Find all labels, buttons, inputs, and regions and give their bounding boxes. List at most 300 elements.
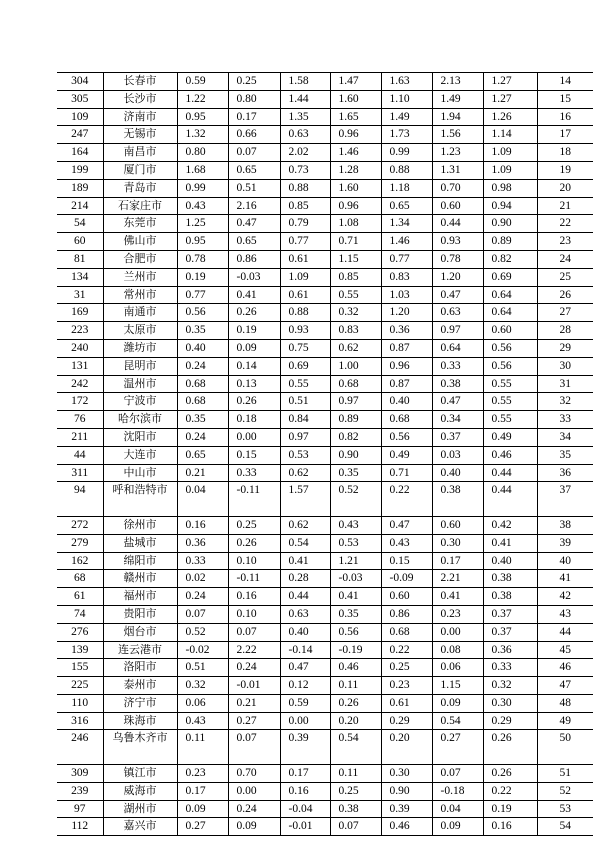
value-cell: 0.20 xyxy=(330,712,381,730)
rank-cell: 32 xyxy=(537,393,593,411)
table-row xyxy=(57,197,593,215)
value-cell: 0.17 xyxy=(228,108,280,126)
value-cell: 0.56 xyxy=(483,339,537,357)
value-cell: 0.36 xyxy=(483,641,537,659)
city-name-cell: 东莞市 xyxy=(103,215,177,233)
value-cell: 0.20 xyxy=(381,730,432,765)
value-cell: 0.55 xyxy=(483,393,537,411)
rank-cell: 31 xyxy=(537,375,593,393)
table-row xyxy=(57,588,593,606)
value-cell: 0.97 xyxy=(330,393,381,411)
value-cell: 0.56 xyxy=(483,357,537,375)
value-cell: 0.85 xyxy=(330,268,381,286)
value-cell: 2.22 xyxy=(228,641,280,659)
row-id-cell: 214 xyxy=(57,197,103,215)
row-id-cell: 169 xyxy=(57,304,103,322)
value-cell: 0.07 xyxy=(228,730,280,765)
rank-cell: 47 xyxy=(537,677,593,695)
value-cell: 0.47 xyxy=(228,215,280,233)
value-cell: 0.87 xyxy=(381,375,432,393)
row-id-cell: 247 xyxy=(57,126,103,144)
table-row xyxy=(57,534,593,552)
rank-cell: 24 xyxy=(537,250,593,268)
rank-cell: 30 xyxy=(537,357,593,375)
value-cell: 0.07 xyxy=(330,818,381,836)
value-cell: 0.26 xyxy=(228,393,280,411)
value-cell: 0.64 xyxy=(432,339,483,357)
value-cell: -0.11 xyxy=(228,570,280,588)
rank-cell: 28 xyxy=(537,322,593,340)
city-name-cell: 洛阳市 xyxy=(103,659,177,677)
row-id-cell: 81 xyxy=(57,250,103,268)
value-cell: 1.26 xyxy=(483,108,537,126)
rank-cell: 21 xyxy=(537,197,593,215)
value-cell: 1.15 xyxy=(432,677,483,695)
row-id-cell: 31 xyxy=(57,286,103,304)
row-id-cell: 68 xyxy=(57,570,103,588)
value-cell: 0.04 xyxy=(432,800,483,818)
row-id-cell: 110 xyxy=(57,694,103,712)
city-name-cell: 合肥市 xyxy=(103,250,177,268)
row-id-cell: 311 xyxy=(57,464,103,482)
value-cell: 1.23 xyxy=(432,144,483,162)
value-cell: 0.24 xyxy=(177,357,228,375)
value-cell: 0.23 xyxy=(381,677,432,695)
value-cell: 0.49 xyxy=(483,428,537,446)
city-name-cell: 太原市 xyxy=(103,322,177,340)
city-name-cell: 福州市 xyxy=(103,588,177,606)
row-id-cell: 60 xyxy=(57,233,103,251)
rank-cell: 35 xyxy=(537,446,593,464)
value-cell: 0.30 xyxy=(432,534,483,552)
table-row xyxy=(57,800,593,818)
value-cell: 0.38 xyxy=(432,375,483,393)
value-cell: 0.85 xyxy=(280,197,330,215)
value-cell: 0.19 xyxy=(228,322,280,340)
value-cell: 0.06 xyxy=(177,694,228,712)
value-cell: 0.22 xyxy=(381,641,432,659)
value-cell: 0.09 xyxy=(228,339,280,357)
rank-cell: 14 xyxy=(537,73,593,91)
value-cell: 0.21 xyxy=(228,694,280,712)
city-index-table xyxy=(57,72,593,836)
value-cell: -0.01 xyxy=(280,818,330,836)
table-body xyxy=(57,73,593,836)
value-cell: 0.41 xyxy=(280,552,330,570)
city-name-cell: 烟台市 xyxy=(103,623,177,641)
value-cell: 0.16 xyxy=(177,516,228,534)
row-id-cell: 97 xyxy=(57,800,103,818)
value-cell: 0.69 xyxy=(483,268,537,286)
value-cell: 0.71 xyxy=(381,464,432,482)
value-cell: 0.26 xyxy=(483,730,537,765)
value-cell: 0.32 xyxy=(483,677,537,695)
value-cell: 0.18 xyxy=(228,411,280,429)
value-cell: 0.27 xyxy=(177,818,228,836)
value-cell: 0.53 xyxy=(330,534,381,552)
value-cell: 1.27 xyxy=(483,73,537,91)
value-cell: 0.70 xyxy=(228,765,280,783)
value-cell: 1.00 xyxy=(330,357,381,375)
city-name-cell: 湖州市 xyxy=(103,800,177,818)
value-cell: 0.43 xyxy=(177,712,228,730)
city-name-cell: 济宁市 xyxy=(103,694,177,712)
value-cell: 0.47 xyxy=(432,286,483,304)
city-name-cell: 厦门市 xyxy=(103,161,177,179)
value-cell: 0.36 xyxy=(381,322,432,340)
value-cell: 0.88 xyxy=(381,161,432,179)
value-cell: 0.60 xyxy=(381,588,432,606)
value-cell: 1.49 xyxy=(381,108,432,126)
rank-cell: 44 xyxy=(537,623,593,641)
city-name-cell: 镇江市 xyxy=(103,765,177,783)
value-cell: 0.35 xyxy=(330,605,381,623)
value-cell: 0.32 xyxy=(177,677,228,695)
city-name-cell: 嘉兴市 xyxy=(103,818,177,836)
value-cell: 0.86 xyxy=(228,250,280,268)
value-cell: 0.93 xyxy=(432,233,483,251)
value-cell: 0.07 xyxy=(432,765,483,783)
city-name-cell: 威海市 xyxy=(103,782,177,800)
value-cell: 2.13 xyxy=(432,73,483,91)
value-cell: 0.54 xyxy=(432,712,483,730)
value-cell: 0.08 xyxy=(432,641,483,659)
table-row xyxy=(57,482,593,517)
value-cell: 0.65 xyxy=(228,233,280,251)
value-cell: 0.54 xyxy=(330,730,381,765)
value-cell: 1.94 xyxy=(432,108,483,126)
document-page xyxy=(57,72,571,836)
value-cell: 0.10 xyxy=(228,605,280,623)
value-cell: 0.37 xyxy=(483,605,537,623)
table-row xyxy=(57,161,593,179)
value-cell: 0.32 xyxy=(330,304,381,322)
value-cell: 0.71 xyxy=(330,233,381,251)
value-cell: 1.46 xyxy=(330,144,381,162)
value-cell: 0.60 xyxy=(483,322,537,340)
value-cell: 0.46 xyxy=(330,659,381,677)
row-id-cell: 164 xyxy=(57,144,103,162)
value-cell: 1.47 xyxy=(330,73,381,91)
table-row xyxy=(57,322,593,340)
row-id-cell: 74 xyxy=(57,605,103,623)
value-cell: 0.99 xyxy=(381,144,432,162)
value-cell: 0.42 xyxy=(483,516,537,534)
rank-cell: 29 xyxy=(537,339,593,357)
city-name-cell: 绵阳市 xyxy=(103,552,177,570)
value-cell: 0.55 xyxy=(483,375,537,393)
rank-cell: 25 xyxy=(537,268,593,286)
row-id-cell: 240 xyxy=(57,339,103,357)
value-cell: 0.65 xyxy=(381,197,432,215)
rank-cell: 23 xyxy=(537,233,593,251)
value-cell: 0.78 xyxy=(177,250,228,268)
value-cell: 0.68 xyxy=(381,411,432,429)
value-cell: 0.83 xyxy=(381,268,432,286)
value-cell: 0.80 xyxy=(228,90,280,108)
value-cell: 0.51 xyxy=(228,179,280,197)
row-id-cell: 155 xyxy=(57,659,103,677)
value-cell: 0.62 xyxy=(330,339,381,357)
table-row xyxy=(57,677,593,695)
row-id-cell: 305 xyxy=(57,90,103,108)
row-id-cell: 131 xyxy=(57,357,103,375)
value-cell: 0.80 xyxy=(177,144,228,162)
value-cell: 0.51 xyxy=(280,393,330,411)
value-cell: 0.60 xyxy=(432,197,483,215)
table-row xyxy=(57,108,593,126)
value-cell: 0.09 xyxy=(228,818,280,836)
rank-cell: 49 xyxy=(537,712,593,730)
value-cell: -0.03 xyxy=(330,570,381,588)
value-cell: 0.37 xyxy=(432,428,483,446)
value-cell: 0.94 xyxy=(483,197,537,215)
value-cell: 0.26 xyxy=(228,534,280,552)
value-cell: 0.68 xyxy=(177,393,228,411)
value-cell: 0.61 xyxy=(381,694,432,712)
value-cell: 0.34 xyxy=(432,411,483,429)
value-cell: 1.73 xyxy=(381,126,432,144)
table-row xyxy=(57,659,593,677)
table-row xyxy=(57,179,593,197)
rank-cell: 16 xyxy=(537,108,593,126)
row-id-cell: 211 xyxy=(57,428,103,446)
table-row xyxy=(57,250,593,268)
value-cell: 0.43 xyxy=(381,534,432,552)
row-id-cell: 76 xyxy=(57,411,103,429)
row-id-cell: 246 xyxy=(57,730,103,765)
value-cell: 0.09 xyxy=(432,694,483,712)
city-name-cell: 珠海市 xyxy=(103,712,177,730)
value-cell: 0.63 xyxy=(280,605,330,623)
value-cell: 0.55 xyxy=(330,286,381,304)
value-cell: 1.08 xyxy=(330,215,381,233)
rank-cell: 38 xyxy=(537,516,593,534)
row-id-cell: 309 xyxy=(57,765,103,783)
value-cell: 0.25 xyxy=(381,659,432,677)
value-cell: 0.47 xyxy=(432,393,483,411)
value-cell: -0.11 xyxy=(228,482,280,517)
value-cell: 0.11 xyxy=(330,677,381,695)
value-cell: 0.65 xyxy=(177,446,228,464)
city-name-cell: 宁波市 xyxy=(103,393,177,411)
value-cell: 2.21 xyxy=(432,570,483,588)
value-cell: 0.24 xyxy=(177,588,228,606)
value-cell: 0.95 xyxy=(177,233,228,251)
table-row xyxy=(57,393,593,411)
value-cell: -0.04 xyxy=(280,800,330,818)
value-cell: 0.66 xyxy=(228,126,280,144)
value-cell: -0.14 xyxy=(280,641,330,659)
row-id-cell: 239 xyxy=(57,782,103,800)
table-row xyxy=(57,233,593,251)
value-cell: 0.26 xyxy=(228,304,280,322)
table-row xyxy=(57,215,593,233)
row-id-cell: 61 xyxy=(57,588,103,606)
city-name-cell: 贵阳市 xyxy=(103,605,177,623)
value-cell: 1.58 xyxy=(280,73,330,91)
rank-cell: 54 xyxy=(537,818,593,836)
city-name-cell: 昆明市 xyxy=(103,357,177,375)
value-cell: 0.62 xyxy=(280,516,330,534)
value-cell: 0.49 xyxy=(381,446,432,464)
row-id-cell: 304 xyxy=(57,73,103,91)
value-cell: 0.88 xyxy=(280,179,330,197)
rank-cell: 33 xyxy=(537,411,593,429)
table-row xyxy=(57,765,593,783)
rank-cell: 20 xyxy=(537,179,593,197)
value-cell: 0.84 xyxy=(280,411,330,429)
value-cell: 0.29 xyxy=(381,712,432,730)
value-cell: 0.89 xyxy=(330,411,381,429)
value-cell: 0.44 xyxy=(483,464,537,482)
value-cell: 1.49 xyxy=(432,90,483,108)
value-cell: 0.29 xyxy=(483,712,537,730)
rank-cell: 17 xyxy=(537,126,593,144)
value-cell: 0.90 xyxy=(483,215,537,233)
value-cell: 0.53 xyxy=(280,446,330,464)
row-id-cell: 139 xyxy=(57,641,103,659)
value-cell: 0.51 xyxy=(177,659,228,677)
rank-cell: 50 xyxy=(537,730,593,765)
value-cell: 1.18 xyxy=(381,179,432,197)
table-row xyxy=(57,90,593,108)
value-cell: 0.02 xyxy=(177,570,228,588)
value-cell: 0.46 xyxy=(483,446,537,464)
value-cell: 0.39 xyxy=(280,730,330,765)
table-row xyxy=(57,782,593,800)
value-cell: -0.18 xyxy=(432,782,483,800)
city-name-cell: 济南市 xyxy=(103,108,177,126)
value-cell: -0.02 xyxy=(177,641,228,659)
value-cell: 0.27 xyxy=(228,712,280,730)
city-name-cell: 大连市 xyxy=(103,446,177,464)
rank-cell: 39 xyxy=(537,534,593,552)
value-cell: 0.75 xyxy=(280,339,330,357)
table-row xyxy=(57,818,593,836)
value-cell: 0.33 xyxy=(432,357,483,375)
value-cell: 2.16 xyxy=(228,197,280,215)
value-cell: 0.22 xyxy=(381,482,432,517)
city-name-cell: 盐城市 xyxy=(103,534,177,552)
city-name-cell: 呼和浩特市 xyxy=(103,482,177,517)
value-cell: 0.77 xyxy=(280,233,330,251)
table-row xyxy=(57,623,593,641)
value-cell: 0.36 xyxy=(177,534,228,552)
value-cell: 0.27 xyxy=(432,730,483,765)
city-name-cell: 南昌市 xyxy=(103,144,177,162)
value-cell: 0.56 xyxy=(381,428,432,446)
value-cell: 0.06 xyxy=(432,659,483,677)
value-cell: 0.62 xyxy=(280,464,330,482)
rank-cell: 26 xyxy=(537,286,593,304)
value-cell: -0.03 xyxy=(228,268,280,286)
value-cell: 0.16 xyxy=(228,588,280,606)
city-name-cell: 长沙市 xyxy=(103,90,177,108)
rank-cell: 27 xyxy=(537,304,593,322)
value-cell: 0.99 xyxy=(177,179,228,197)
value-cell: 0.04 xyxy=(177,482,228,517)
table-row xyxy=(57,126,593,144)
city-name-cell: 石家庄市 xyxy=(103,197,177,215)
value-cell: 0.00 xyxy=(228,428,280,446)
value-cell: 0.38 xyxy=(483,570,537,588)
value-cell: 0.60 xyxy=(432,516,483,534)
value-cell: 0.28 xyxy=(280,570,330,588)
value-cell: 0.39 xyxy=(381,800,432,818)
value-cell: 0.59 xyxy=(177,73,228,91)
city-name-cell: 潍坊市 xyxy=(103,339,177,357)
value-cell: 0.41 xyxy=(330,588,381,606)
value-cell: -0.09 xyxy=(381,570,432,588)
value-cell: 1.56 xyxy=(432,126,483,144)
table-row xyxy=(57,464,593,482)
value-cell: 0.15 xyxy=(228,446,280,464)
city-name-cell: 兰州市 xyxy=(103,268,177,286)
row-id-cell: 172 xyxy=(57,393,103,411)
value-cell: 0.78 xyxy=(432,250,483,268)
value-cell: 1.60 xyxy=(330,179,381,197)
table-row xyxy=(57,730,593,765)
rank-cell: 18 xyxy=(537,144,593,162)
table-row xyxy=(57,694,593,712)
rank-cell: 43 xyxy=(537,605,593,623)
value-cell: 0.88 xyxy=(280,304,330,322)
value-cell: 0.11 xyxy=(330,765,381,783)
value-cell: 0.17 xyxy=(432,552,483,570)
value-cell: 0.22 xyxy=(483,782,537,800)
value-cell: 0.63 xyxy=(432,304,483,322)
value-cell: 0.35 xyxy=(330,464,381,482)
city-name-cell: 长春市 xyxy=(103,73,177,91)
city-name-cell: 乌鲁木齐市 xyxy=(103,730,177,765)
value-cell: 0.24 xyxy=(177,428,228,446)
city-name-cell: 中山市 xyxy=(103,464,177,482)
value-cell: 0.82 xyxy=(330,428,381,446)
value-cell: 0.16 xyxy=(280,782,330,800)
value-cell: 0.41 xyxy=(432,588,483,606)
value-cell: 1.57 xyxy=(280,482,330,517)
value-cell: 0.33 xyxy=(483,659,537,677)
value-cell: 0.07 xyxy=(177,605,228,623)
rank-cell: 42 xyxy=(537,588,593,606)
value-cell: 0.64 xyxy=(483,286,537,304)
table-row xyxy=(57,605,593,623)
value-cell: 0.44 xyxy=(432,215,483,233)
rank-cell: 51 xyxy=(537,765,593,783)
value-cell: 0.40 xyxy=(177,339,228,357)
value-cell: 0.44 xyxy=(483,482,537,517)
value-cell: 0.40 xyxy=(432,464,483,482)
city-name-cell: 哈尔滨市 xyxy=(103,411,177,429)
value-cell: 0.82 xyxy=(483,250,537,268)
value-cell: 0.55 xyxy=(483,411,537,429)
rank-cell: 52 xyxy=(537,782,593,800)
value-cell: 0.98 xyxy=(483,179,537,197)
value-cell: 0.43 xyxy=(330,516,381,534)
table-row xyxy=(57,411,593,429)
value-cell: 0.52 xyxy=(177,623,228,641)
value-cell: 1.44 xyxy=(280,90,330,108)
value-cell: 0.93 xyxy=(280,322,330,340)
value-cell: 0.46 xyxy=(381,818,432,836)
value-cell: 0.23 xyxy=(177,765,228,783)
value-cell: 0.61 xyxy=(280,286,330,304)
value-cell: 0.12 xyxy=(280,677,330,695)
value-cell: 1.09 xyxy=(483,161,537,179)
value-cell: -0.01 xyxy=(228,677,280,695)
value-cell: 0.21 xyxy=(177,464,228,482)
